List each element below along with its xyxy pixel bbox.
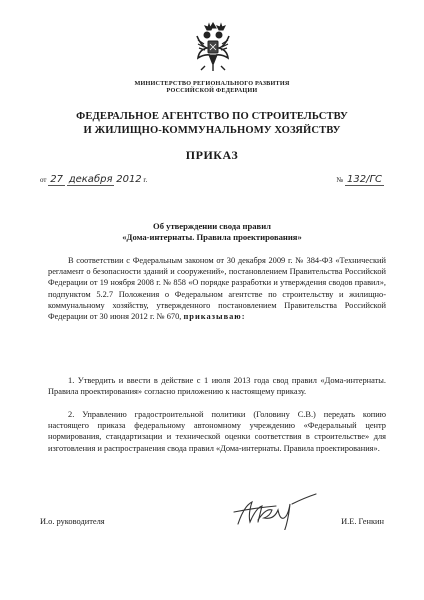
handwritten-signature [232,490,322,530]
document-type-title: ПРИКАЗ [185,148,239,162]
date-prefix: от [40,176,47,184]
subject-line1: Об утверждении свода правил [153,221,271,231]
date-year-suffix: г. [143,176,148,184]
agency-name-line1: ФЕДЕРАЛЬНОЕ АГЕНТСТВО ПО СТРОИТЕЛЬСТВУ [76,111,348,122]
number-value: 132/ГС [346,174,382,185]
date-month: декабря [68,174,113,185]
agency-name-line2: И ЖИЛИЩНО-КОММУНАЛЬНОМУ ХОЗЯЙСТВУ [83,125,341,136]
order-item-2 [48,409,386,454]
item1-text: 1. Утвердить и ввести в действие с 1 июля 2013 года свод правил «Дома-интернаты. Правила проектирования» согласно приложению к настоящему приказу. [48,376,386,397]
order-colon: : [241,312,246,322]
signer-name: И.Е. Генкин [341,517,384,526]
order-number [337,174,384,186]
preamble-text: В соответствии с Федеральным законом от 30 декабря 2009 г. № 384-ФЗ «Технический регламент о безопасности зданий и сооружений», постановлением Правительства Российской Федерации от 19 ноября 2008 г. № 858 «О порядке разработки и утверждения сводов правил», подпунктом 5.2.7 Положения о Федеральном агентстве по строительству и жилищно-коммунальному хозяйству, утвержденного постановлением Правительства Российской Федерации от 30 июня 2012 г. № 670, [48,256,386,322]
number-prefix: № [336,176,344,184]
subject-line2: «Дома-интернаты. Правила проектирования» [122,232,302,242]
order-date [40,174,147,186]
date-year: 2012 [116,174,142,185]
ministry-name-line1: МИНИСТЕРСТВО РЕГИОНАЛЬНОГО РАЗВИТИЯ [134,80,290,87]
order-word: приказываю [183,312,242,322]
order-subject [0,221,424,243]
item2-text: 2. Управлению градостроительной политики (Головину С.В.) передать копию настоящего приказа федеральному автономному учреждению «Федеральный центр нормирования, стандартизации и технической оценки соответствия в строительстве» для изготовления и распространения свода правил «Дома-интернаты. Правила проектирования». [48,410,386,453]
preamble-paragraph [48,255,386,322]
order-item-1 [48,375,386,397]
ministry-name-line2: РОССИЙСКОЙ ФЕДЕРАЦИИ [166,87,258,94]
coat-of-arms-emblem [195,22,231,72]
signer-position: И.о. руководителя [40,517,105,526]
date-day: 27 [50,174,63,185]
